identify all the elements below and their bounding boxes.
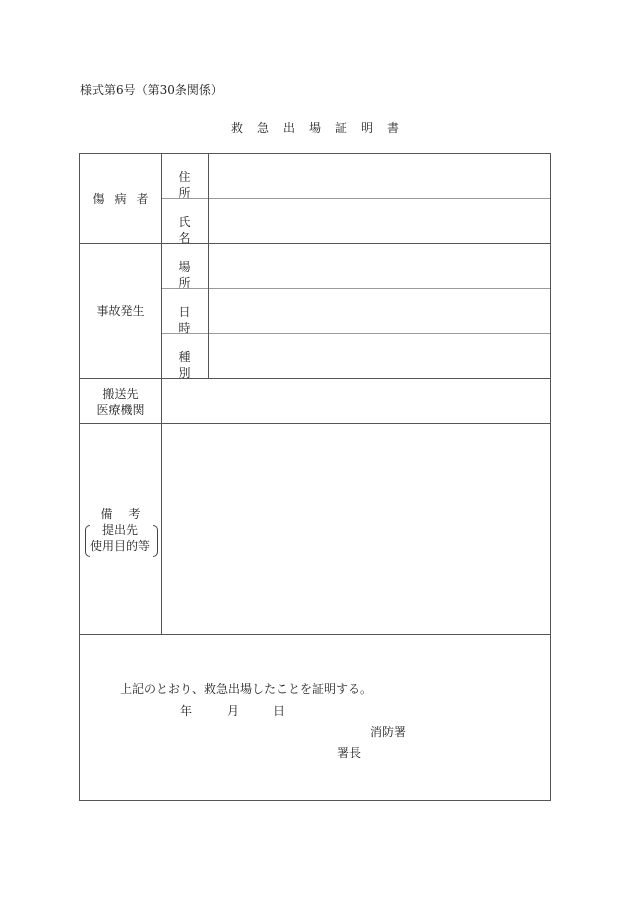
right-bracket bbox=[153, 525, 158, 557]
transport-label bbox=[80, 386, 161, 418]
place-label: 場所 bbox=[178, 260, 207, 290]
day-label: 日 bbox=[273, 704, 286, 718]
divider-accident-bottom bbox=[80, 378, 550, 379]
divider-sublabel-column bbox=[208, 154, 209, 378]
document-title: 救急出場証明書 bbox=[230, 121, 413, 135]
year-label: 年 bbox=[180, 704, 193, 718]
remarks-label: 備考 bbox=[100, 507, 157, 521]
transport-label-line1: 搬送先 bbox=[102, 387, 139, 401]
left-bracket bbox=[85, 525, 90, 557]
certification-statement: 上記のとおり、救急出場したことを証明する。 bbox=[120, 682, 373, 696]
datetime-label: 日時 bbox=[178, 305, 207, 335]
certificate-form-table bbox=[79, 153, 551, 801]
transport-label-line2: 医療機関 bbox=[96, 403, 145, 417]
divider-transport-bottom bbox=[80, 423, 550, 424]
name-label: 氏名 bbox=[178, 215, 207, 245]
patient-section-label: 傷病者 bbox=[92, 192, 159, 206]
type-label: 種別 bbox=[178, 350, 207, 380]
form-number-label: 様式第6号（第30条関係） bbox=[80, 83, 223, 97]
fire-station-label: 消防署 bbox=[370, 725, 407, 739]
divider-patient-bottom bbox=[80, 243, 550, 244]
station-chief-label: 署長 bbox=[337, 746, 362, 760]
remarks-note bbox=[84, 522, 156, 554]
address-label: 住所 bbox=[178, 170, 207, 200]
remarks-note-line1: 提出先 bbox=[101, 523, 138, 537]
divider-remarks-bottom bbox=[80, 634, 550, 635]
divider-datetime-type bbox=[161, 333, 550, 334]
divider-address-name bbox=[161, 198, 550, 199]
divider-place-datetime bbox=[161, 288, 550, 289]
accident-section-label: 事故発生 bbox=[96, 304, 145, 318]
month-label: 月 bbox=[227, 704, 240, 718]
remarks-note-line2: 使用目的等 bbox=[89, 539, 150, 553]
